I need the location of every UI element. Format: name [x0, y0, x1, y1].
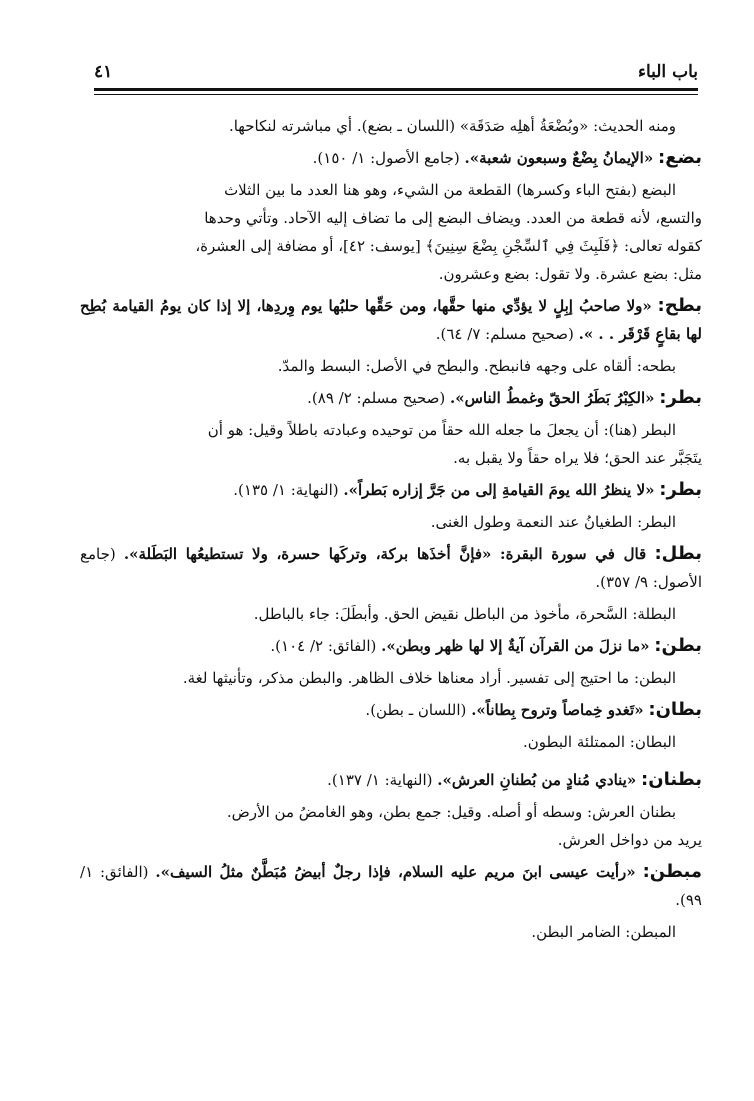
entry-batal	[80, 540, 702, 596]
entry-source: (الفائق: ١/ ٩٩).	[80, 863, 702, 909]
entry-batar-2	[80, 476, 702, 504]
entry-source: (صحيح مسلم: ٢/ ٨٩).	[307, 389, 446, 407]
explanation-line: يتَجَبَّر عند الحق؛ فلا يراه حقاً ولا يقبل به.	[453, 449, 702, 467]
entry-hadith: «الإيمانُ بِضْعٌ وسبعون شعبة».	[464, 149, 654, 167]
explanation-line: البضع (بفتح الباء وكسرها) القطعة من الشيء، وهو هنا العدد ما بين الثلاث	[224, 181, 676, 199]
explanation-line: البطر (هنا): أن يجعلَ ما جعله الله حقاً من توحيده وعبادته باطلاً وقيل: هو أن	[207, 421, 676, 439]
entry-explanation	[80, 664, 702, 692]
header-rule-thick	[94, 88, 698, 91]
explanation-line: مثل: بضع عشرة. ولا تقول: بضع وعشرون.	[438, 265, 702, 283]
entry-source: (الفائق: ٢/ ١٠٤).	[270, 637, 377, 655]
explanation-line: البطلة: السَّحرة، مأخوذ من الباطل نقيض الحق. وأبطَلَ: جاء بالباطل.	[253, 605, 676, 623]
intro-paragraph: ومنه الحديث: «وبُضْعَةُ أهلِه صَدَقَة» (اللسان ـ بضع). أي مباشرته لنكاحها.	[228, 117, 676, 135]
entry-head: بطن:	[654, 635, 702, 656]
entry-explanation	[80, 728, 702, 756]
entry-mubattan	[80, 858, 702, 914]
entry-batar-1	[80, 384, 702, 412]
chapter-title: باب الباء	[637, 62, 698, 82]
entry-head: بطر:	[659, 387, 702, 408]
page-header	[94, 62, 698, 88]
entry-explanation	[80, 416, 702, 472]
entry-hadith: «تَغدو خِماصاً وتروح بِطاناً».	[471, 701, 644, 719]
entry-head: بطر:	[659, 479, 702, 500]
entry-explanation	[80, 600, 702, 628]
entry-bud	[80, 144, 702, 172]
page-content	[80, 112, 702, 950]
entry-explanation	[80, 918, 702, 946]
entry-hadith: «ولا صاحبُ إبِلٍ لا يؤدِّي منها حقَّها، ومن حَقِّها حلبُها يوم وِردِها، إلا إذا كان يومُ القيامة بُطِح لها بقاعٍ قَرْقَر . . ».	[80, 297, 702, 343]
entry-source: (صحيح مسلم: ٧/ ٦٤).	[435, 325, 574, 343]
explanation-line: المبطن: الضامر البطن.	[531, 923, 676, 941]
entry-head: بطان:	[648, 699, 702, 720]
entry-explanation	[80, 176, 702, 288]
entry-hadith: «الكِبْرُ بَطَرُ الحقّ وغمطُ الناس».	[450, 389, 655, 407]
explanation-line: بطحه: ألقاه على وجهه فانبطح. والبطح في الأصل: البسط والمدّ.	[277, 357, 676, 375]
explanation-line: والتسع، لأنه قطعة من العدد. ويضاف البضع إلى ما تضاف إليه الآحاد. وتأتي وحدها	[204, 209, 702, 227]
entry-bitan	[80, 696, 702, 724]
entry-head: بطنان:	[641, 769, 702, 790]
entry-source: (جامع الأصول: ٩/ ٣٥٧).	[80, 545, 702, 591]
explanation-line: البطر: الطغيانُ عند النعمة وطول الغنى.	[430, 513, 676, 531]
entry-head: بضع:	[658, 147, 702, 168]
entry-hadith: «لا ينظرُ الله يومَ القيامةِ إلى من جَرَّ إزاره بَطراً».	[343, 481, 655, 499]
entry-explanation	[80, 798, 702, 854]
entry-hadith: قال في سورة البقرة: «فإنَّ أخذَها بركة، وتركَها حسرة، ولا تستطيعُها البَطَلة».	[123, 545, 647, 563]
entry-source: (اللسان ـ بطن).	[365, 701, 467, 719]
explanation-line: كقوله تعالى: ﴿فَلَبِثَ فِي ٱلسِّجْنِ بِضْعَ سِنِينَ﴾ [يوسف: ٤٢]، أو مضافة إلى العشرة،	[195, 237, 702, 255]
entry-source: (النهاية: ١/ ١٣٧).	[327, 771, 433, 789]
explanation-line: بطنان العرش: وسطه أو أصله. وقيل: جمع بطن، وهو الغامضُ من الأرض.	[226, 803, 676, 821]
entry-source: (النهاية: ١/ ١٣٥).	[233, 481, 339, 499]
explanation-line: البطان: الممتلئة البطون.	[523, 733, 676, 751]
explanation-line: البطن: ما احتيج إلى تفسير. أراد معناها خلاف الظاهر. والبطن مذكر، وتأنيثها لغة.	[182, 669, 676, 687]
entry-explanation	[80, 508, 702, 536]
entry-batn	[80, 632, 702, 660]
explanation-line: يريد من دواخل العرش.	[557, 831, 702, 849]
page-number: ٤١	[94, 62, 113, 82]
entry-head: مبطن:	[642, 861, 702, 882]
header-rule-thin	[94, 94, 698, 95]
entry-hadith: «رأيت عيسى ابنَ مريم عليه السلام، فإذا رجلٌ أبيضُ مُبَطَّنٌ مثلُ السيف».	[155, 863, 636, 881]
entry-butnan	[80, 766, 702, 794]
entry-hadith: «ينادي مُنادٍ من بُطنانِ العرش».	[437, 771, 637, 789]
entry-source: (جامع الأصول: ١/ ١٥٠).	[312, 149, 460, 167]
entry-head: بطل:	[654, 543, 702, 564]
entry-explanation	[80, 352, 702, 380]
entry-head: بطح:	[657, 295, 702, 316]
entry-batah	[80, 292, 702, 348]
entry-hadith: «ما نزلَ من القرآن آيةٌ إلا لها ظهر وبطن».	[381, 637, 650, 655]
